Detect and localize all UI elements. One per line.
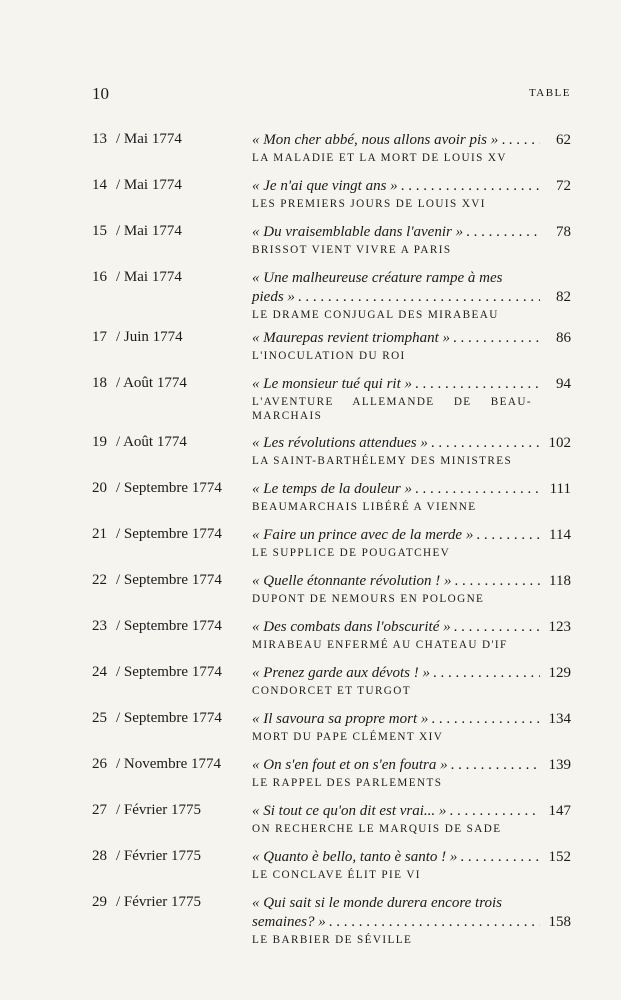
chapter-date: / Septembre 1774 [116, 664, 222, 680]
chapter-page: 111 [549, 481, 571, 497]
dot-leader [509, 131, 540, 150]
chapter-page: 152 [548, 849, 571, 865]
chapter-page: 139 [548, 757, 571, 773]
chapter-subtitle: BEAUMARCHAIS LIBÉRÉ A VIENNE [252, 501, 477, 513]
chapter-quote: « Si tout ce qu'on dit est vrai... » [252, 803, 447, 819]
chapter-number: 26 [92, 756, 107, 772]
chapter-quote-line1: « Qui sait si le monde durera encore trois [252, 895, 502, 911]
dot-leader [415, 480, 540, 499]
dot-leader [298, 288, 540, 307]
chapter-number: 29 [92, 894, 107, 910]
chapter-quote: « Les révolutions attendues » [252, 435, 428, 451]
chapter-quote: « Le monsieur tué qui rit » [252, 376, 412, 392]
chapter-quote: « Je n'ai que vingt ans » [252, 178, 398, 194]
chapter-page: 86 [556, 330, 571, 346]
toc-entry [92, 375, 571, 434]
chapter-date: / Septembre 1774 [116, 526, 222, 542]
chapter-number: 25 [92, 710, 107, 726]
chapter-number: 17 [92, 329, 107, 345]
chapter-date: / Septembre 1774 [116, 710, 222, 726]
chapter-number: 19 [92, 434, 107, 450]
toc-entry [92, 802, 571, 848]
chapter-quote: « Mon cher abbé, nous allons avoir pis » . [252, 132, 506, 148]
dot-leader [476, 526, 540, 545]
chapter-date: / Septembre 1774 [116, 572, 222, 588]
chapter-page: 114 [549, 527, 571, 543]
toc-entry [92, 329, 571, 375]
chapter-date: / Mai 1774 [116, 223, 182, 239]
toc-entry [92, 434, 571, 480]
toc-entry [92, 664, 571, 710]
chapter-date: / Septembre 1774 [116, 480, 222, 496]
chapter-date: / Février 1775 [116, 894, 201, 910]
chapter-subtitle: L'AVENTURE ALLEMANDE DE BEAU-MARCHAIS [252, 396, 532, 422]
dot-leader [431, 434, 540, 453]
chapter-page: 158 [548, 914, 571, 930]
dot-leader [466, 223, 540, 242]
toc-entry [92, 710, 571, 756]
chapter-page: 62 [556, 132, 571, 148]
chapter-number: 16 [92, 269, 107, 285]
chapter-subtitle: LES PREMIERS JOURS DE LOUIS XVI [252, 198, 486, 210]
chapter-quote: pieds » [252, 289, 295, 305]
toc-entry [92, 618, 571, 664]
dot-leader [329, 913, 540, 932]
chapter-quote: « Prenez garde aux dévots ! » [252, 665, 431, 681]
chapter-quote: « Maurepas revient triomphant » [252, 330, 451, 346]
chapter-date: / Août 1774 [116, 434, 187, 450]
dot-leader [433, 664, 540, 683]
chapter-subtitle: MORT DU PAPE CLÉMENT XIV [252, 731, 444, 743]
chapter-subtitle: LA MALADIE ET LA MORT DE LOUIS XV [252, 152, 507, 164]
chapter-subtitle: ON RECHERCHE LE MARQUIS DE SADE [252, 823, 502, 835]
chapter-subtitle: CONDORCET ET TURGOT [252, 685, 411, 697]
toc-entry [92, 572, 571, 618]
chapter-page: 78 [556, 224, 571, 240]
chapter-quote: semaines? » [252, 914, 326, 930]
chapter-subtitle: LE CONCLAVE ÉLIT PIE VI [252, 869, 421, 881]
dot-leader [453, 329, 540, 348]
dot-leader [415, 375, 540, 394]
chapter-subtitle: MIRABEAU ENFERMÉ AU CHATEAU D'IF [252, 639, 508, 651]
chapter-subtitle: LE RAPPEL DES PARLEMENTS [252, 777, 443, 789]
chapter-subtitle: DUPONT DE NEMOURS EN POLOGNE [252, 593, 485, 605]
page-number: 10 [92, 84, 109, 103]
chapter-page: 94 [556, 376, 571, 392]
dot-leader [460, 848, 540, 867]
chapter-date: / Mai 1774 [116, 177, 182, 193]
chapter-number: 22 [92, 572, 107, 588]
chapter-number: 24 [92, 664, 107, 680]
dot-leader [455, 572, 540, 591]
table-of-contents [92, 131, 571, 954]
chapter-page: 118 [549, 573, 571, 589]
chapter-subtitle: LE DRAME CONJUGAL DES MIRABEAU [252, 309, 499, 321]
chapter-page: 129 [548, 665, 571, 681]
dot-leader [431, 710, 540, 729]
chapter-quote: « Faire un prince avec de la merde » [252, 527, 474, 543]
chapter-number: 15 [92, 223, 107, 239]
chapter-number: 21 [92, 526, 107, 542]
chapter-date: / Septembre 1774 [116, 618, 222, 634]
chapter-page: 134 [548, 711, 571, 727]
toc-entry [92, 177, 571, 223]
chapter-date: / Mai 1774 [116, 269, 182, 285]
toc-entry [92, 480, 571, 526]
running-title: TABLE [528, 87, 571, 99]
chapter-page: 82 [556, 289, 571, 305]
chapter-quote: « Quanto è bello, tanto è santo ! » [252, 849, 458, 865]
chapter-date: / Février 1775 [116, 848, 201, 864]
chapter-date: / Juin 1774 [116, 329, 183, 345]
chapter-date: / Février 1775 [116, 802, 201, 818]
chapter-subtitle: BRISSOT VIENT VIVRE A PARIS [252, 244, 452, 256]
chapter-number: 14 [92, 177, 107, 193]
chapter-number: 28 [92, 848, 107, 864]
toc-entry [92, 756, 571, 802]
toc-entry [92, 223, 571, 269]
dot-leader [451, 756, 540, 775]
chapter-quote: « Quelle étonnante révolution ! » [252, 573, 452, 589]
toc-entry [92, 269, 571, 329]
chapter-date: / Novembre 1774 [116, 756, 221, 772]
chapter-quote: « Le temps de la douleur » [252, 481, 412, 497]
dot-leader [454, 618, 540, 637]
chapter-subtitle: LE SUPPLICE DE POUGATCHEV [252, 547, 451, 559]
chapter-number: 13 [92, 131, 107, 147]
chapter-date: / Mai 1774 [116, 131, 182, 147]
toc-entry [92, 131, 571, 177]
chapter-date: / Août 1774 [116, 375, 187, 391]
chapter-subtitle: LA SAINT-BARTHÉLEMY DES MINISTRES [252, 455, 513, 467]
toc-entry [92, 848, 571, 894]
chapter-number: 27 [92, 802, 107, 818]
chapter-page: 72 [556, 178, 571, 194]
dot-leader [401, 177, 540, 196]
chapter-number: 18 [92, 375, 107, 391]
chapter-page: 123 [548, 619, 571, 635]
chapter-quote: « Du vraisemblable dans l'avenir » [252, 224, 464, 240]
dot-leader [449, 802, 540, 821]
chapter-subtitle: L'INOCULATION DU ROI [252, 350, 406, 362]
chapter-quote: « Il savoura sa propre mort » [252, 711, 429, 727]
chapter-subtitle: LE BARBIER DE SÉVILLE [252, 934, 413, 946]
chapter-number: 20 [92, 480, 107, 496]
chapter-page: 102 [548, 435, 571, 451]
chapter-quote: « On s'en fout et on s'en foutra » [252, 757, 448, 773]
toc-entry [92, 894, 571, 954]
toc-entry [92, 526, 571, 572]
chapter-page: 147 [548, 803, 571, 819]
chapter-quote: « Des combats dans l'obscurité » [252, 619, 451, 635]
page-header [92, 84, 571, 104]
chapter-quote-line1: « Une malheureuse créature rampe à mes [252, 270, 503, 286]
chapter-number: 23 [92, 618, 107, 634]
